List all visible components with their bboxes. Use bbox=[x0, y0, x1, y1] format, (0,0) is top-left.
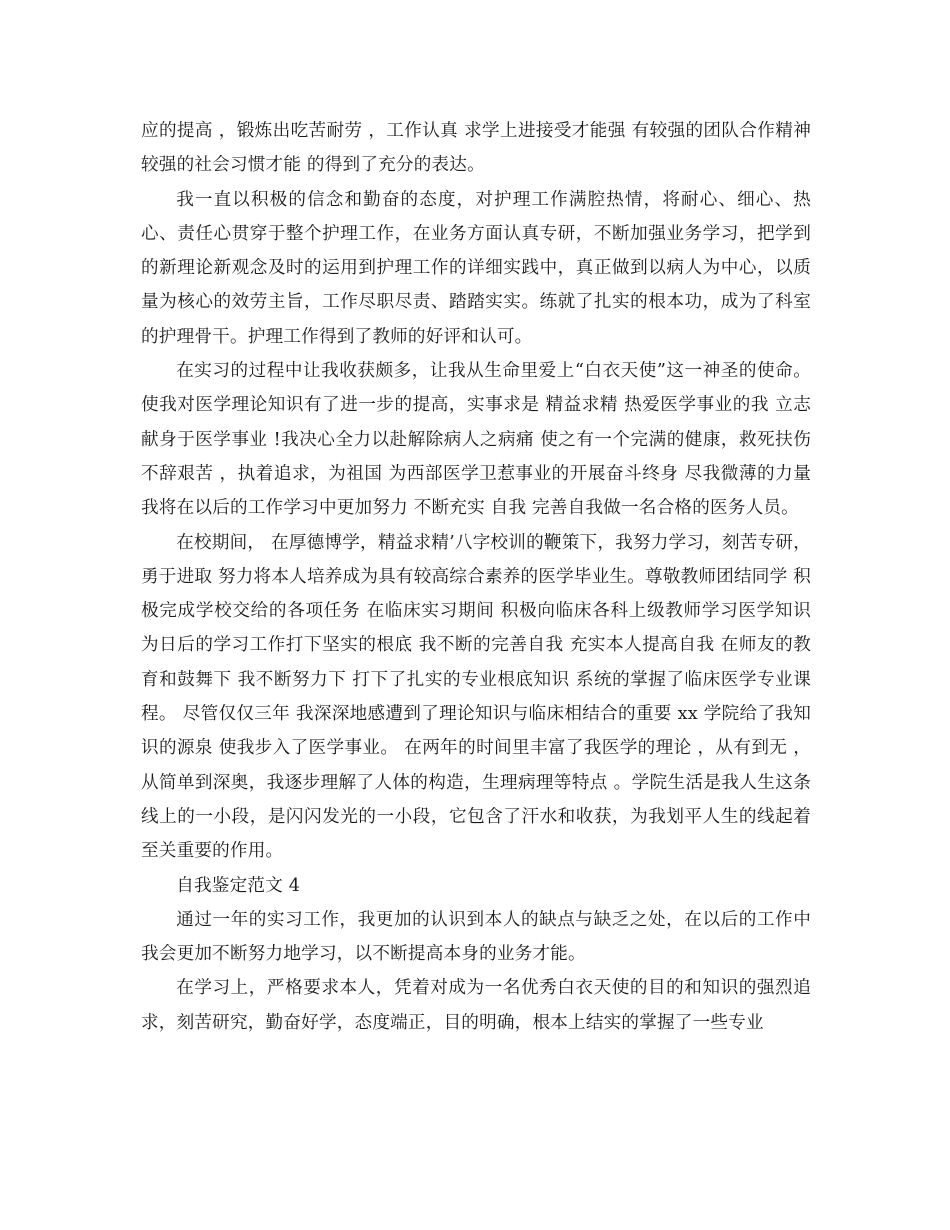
paragraph-1: 应的提高 ，锻炼出吃苦耐劳 ，工作认真 求学上进接受才能强 有较强的团队合作精神 较强的社会习惯才能 的得到了充分的表达。 bbox=[141, 121, 811, 176]
paragraph-6: 在学习上，严格要求本人，凭着对成为一名优秀白衣天使的目的和知识的强烈追求，刻苦研究，勤奋好学，态度端正，目的明确，根本上结实的掌握了一些专业 bbox=[141, 978, 811, 1033]
document-body bbox=[141, 114, 811, 1040]
paragraph-2: 我一直以积极的信念和勤奋的态度，对护理工作满腔热情，将耐心、细心、热心、责任心贯穿于整个护理工作，在业务方面认真专研，不断加强业务学习，把学到的新理论新观念及时的运用到护理工作的详细实践中，真正做到以病人为中心，以质量为核心的效劳主旨，工作尽职尽责、踏踏实实。练就了扎实的根本功，成为了科室的护理骨干。护理工作得到了教师的好评和认可。 bbox=[141, 189, 811, 347]
paragraph-5: 通过一年的实习工作，我更加的认识到本人的缺点与缺乏之处，在以后的工作中我会更加不断努力地学习，以不断提高本身的业务才能。 bbox=[141, 909, 811, 965]
section-heading: 自我鉴定范文 4 bbox=[176, 875, 301, 896]
paragraph-4: 在校期间， 在厚德博学，精益求精’八字校训的鞭策下，我努力学习，刻苦专研，勇于进取 努力将本人培养成为具有较高综合素养的医学毕业生。尊敬教师团结同学 积极完成学校交给的各项任务 在临床实习期间 积极向临床各科上级教师学习医学知识 为日后的学习工作打下坚实的根底 我不断的完善自我 充实本人提高自我 在师友的教育和鼓舞下 我不断努力下 打下了扎实的专业根底知识 系统的掌握了临床医学专业课程。 尽管仅仅三年 我深深地感遭到了理论知识与临床相结合的重要 xx 学院给了我知识的源泉 使我步入了医学事业。 在两年的时间里丰富了我医学的理论 ，从有到无 ，从简单到深奥，我逐步理解了人体的构造，生理病理等特点 。学院生活是我人生这条线上的一小段，是闪闪发光的一小段，它包含了汗水和收获，为我划平人生的线起着至关重要的作用。 bbox=[141, 532, 811, 862]
paragraph-3: 在实习的过程中让我收获颇多，让我从生命里爱上“白衣天使”这一神圣的使命。 使我对医学理论知识有了进一步的提高，实事求是 精益求精 热爱医学事业的我 立志献身于医学事业 !我决心全力以赴解除病人之病痛 使之有一个完满的健康，救死扶伤 不辞艰苦 ，执着追求，为祖国 为西部医学卫惹事业的开展奋斗终身 尽我微薄的力量 我将在以后的工作学习中更加努力 不断充实 自我 完善自我做一名合格的医务人员。 bbox=[141, 361, 811, 519]
